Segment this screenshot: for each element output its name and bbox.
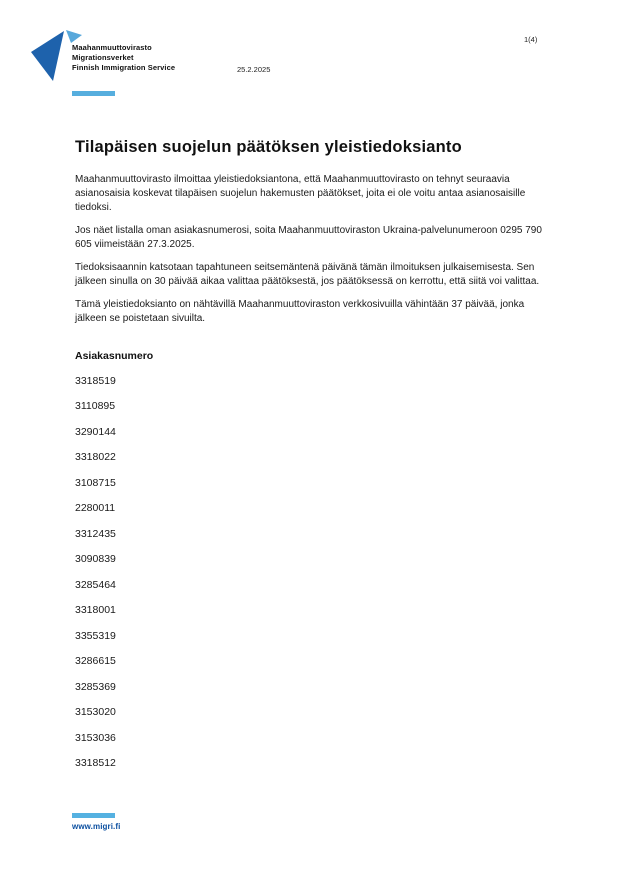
customer-number: 3285464 — [75, 578, 116, 591]
customer-number-list — [75, 368, 545, 776]
customer-number: 3110895 — [75, 400, 116, 413]
customer-number: 3286615 — [75, 655, 116, 668]
customer-number: 3318519 — [75, 374, 116, 387]
body-paragraph-2: Jos näet listalla oman asiakasnumerosi, soita Maahanmuuttoviraston Ukraina-palvelunumeroon 0295 790 605 viimeistään 27.3.2025. — [75, 225, 542, 250]
customer-number: 3318001 — [75, 604, 116, 617]
body-paragraph-1: Maahanmuuttovirasto ilmoittaa yleistiedoksiantona, että Maahanmuuttovirasto on tehnyt seuraavia asianosaisia koskevat tilapäisen suojelun hakemusten päätökset, joita ei ole voitu antaa asianosaisille tiedoksi. — [75, 174, 526, 213]
migri-logo-light-triangle — [66, 30, 82, 43]
customer-number: 3090839 — [75, 553, 116, 566]
page-number: 1(4) — [524, 35, 538, 44]
footer-website-link[interactable]: www.migri.fi — [72, 822, 121, 831]
customer-number: 3153036 — [75, 731, 116, 744]
body-paragraph-3: Tiedoksisaannin katsotaan tapahtuneen seitsemäntenä päivänä tämän ilmoituksen julkaisemisesta. Sen jälkeen sinulla on 30 päivää aikaa valittaa päätöksestä, jos päätöksessä on kerrottu, että siitä voi valittaa. — [75, 262, 540, 287]
document-title: Tilapäisen suojelun päätöksen yleistiedoksianto — [75, 138, 462, 156]
customer-number: 3318512 — [75, 757, 116, 770]
customer-number-heading: Asiakasnumero — [75, 350, 154, 362]
footer-accent-bar — [72, 813, 115, 818]
customer-number: 3290144 — [75, 425, 116, 438]
customer-number: 3108715 — [75, 476, 116, 489]
logo-name-swedish: Migrationsverket — [72, 53, 134, 62]
logo-wordmark — [72, 43, 175, 73]
header-accent-bar — [72, 91, 115, 96]
migri-logo-dark-triangle — [31, 31, 64, 81]
customer-number: 3355319 — [75, 629, 116, 642]
body-paragraph-4: Tämä yleistiedoksianto on nähtävillä Maahanmuuttoviraston verkkosivuilla vähintään 37 päivää, jonka jälkeen se poistetaan sivuilta. — [75, 299, 525, 324]
customer-number: 3285369 — [75, 680, 116, 693]
customer-number: 2280011 — [75, 502, 116, 515]
customer-number: 3153020 — [75, 706, 116, 719]
customer-number: 3318022 — [75, 451, 116, 464]
document-date: 25.2.2025 — [237, 65, 271, 74]
document-body — [75, 138, 545, 776]
customer-number: 3312435 — [75, 527, 116, 540]
logo-name-finnish: Maahanmuuttovirasto — [72, 43, 152, 52]
logo-name-english: Finnish Immigration Service — [72, 63, 176, 72]
